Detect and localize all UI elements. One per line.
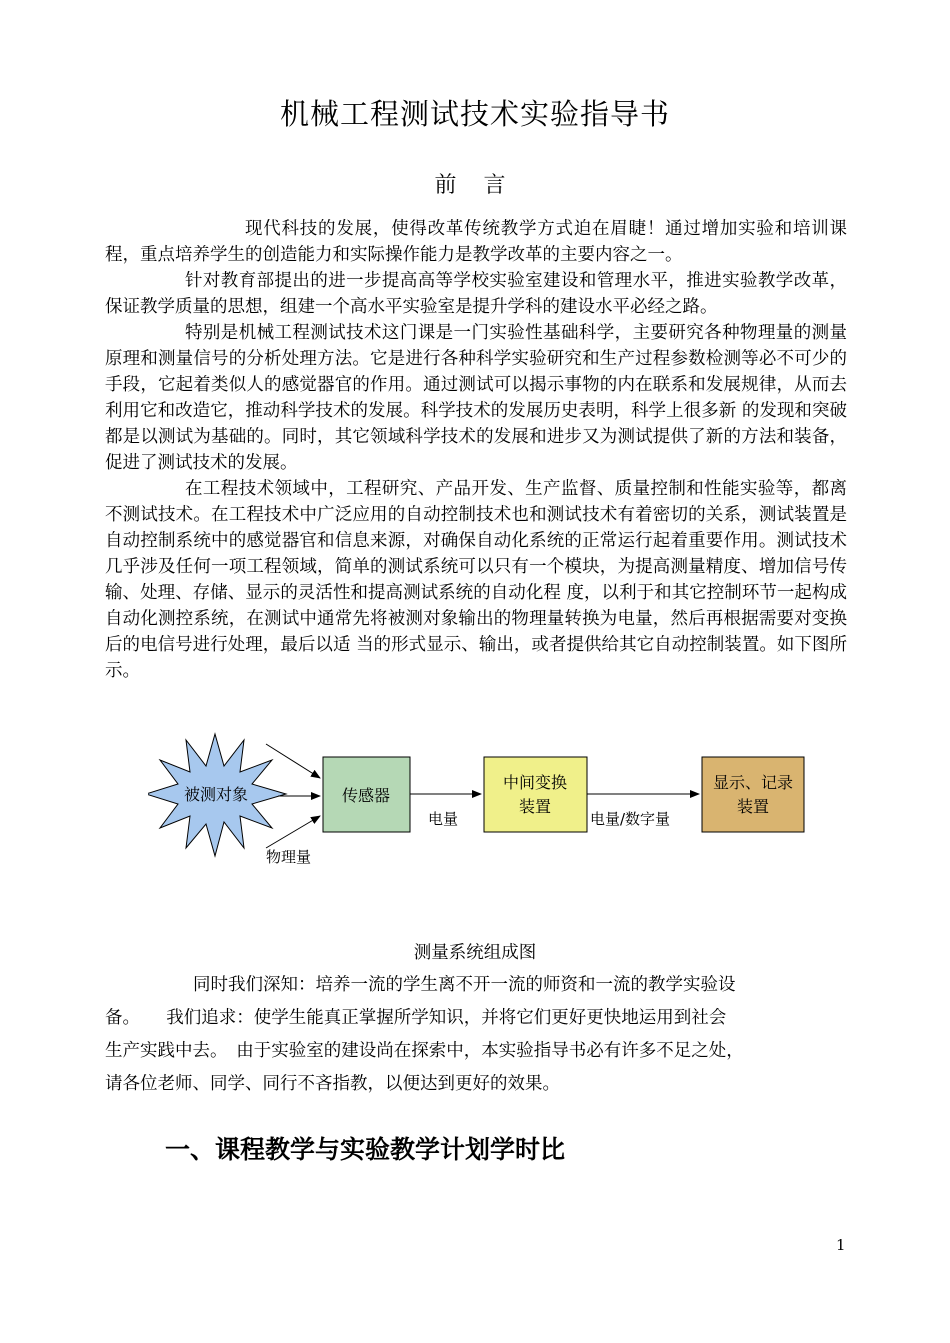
- paragraph-2: 针对教育部提出的进一步提高高等学校实验室建设和管理水平，推进实验教学改革，保证教学质量的思想，组建一个高水平实验室是提升学科的建设水平必经之路。: [105, 271, 847, 317]
- closing-paragraph: [105, 969, 840, 1101]
- display-label-line1: 显示、记录: [712, 773, 794, 792]
- electric-quantity-label: 电量: [428, 810, 459, 828]
- display-record-box: [702, 757, 804, 832]
- converter-label-line2: 装置: [518, 797, 552, 816]
- section-heading: 一、课程教学与实验教学计划学时比: [165, 1135, 566, 1164]
- measured-object-label: 被测对象: [183, 785, 249, 804]
- measurement-system-diagram: [148, 726, 818, 906]
- document-title: 机械工程测试技术实验指导书: [279, 97, 670, 131]
- input-arrow-top: [266, 744, 320, 778]
- preface-heading: 前 言: [434, 173, 516, 198]
- physical-quantity-label: 物理量: [266, 848, 312, 866]
- converter-box: [484, 757, 587, 832]
- paragraph-3: 特别是机械工程测试技术这门课是一门实验性基础科学，主要研究各种物理量的测量原理和测量信号的分析处理方法。它是进行各种科学实验研究和生产过程参数检测等必不可少的手段，它起着类似人的感觉器官的作用。通过测试可以揭示事物的内在联系和发展规律，从而去利用它和改造它，推动科学技术的发展。科学技术的发展历史表明，科学上很多新 的发现和突破都是以测试为基础的。同时，其它领域科学技术的发展和进步又为测试提供了新的方法和装备，促进了测试技术的发展。: [105, 323, 847, 473]
- figure-caption: 测量系统组成图: [413, 943, 537, 963]
- display-label-line2: 装置: [736, 797, 770, 816]
- digital-quantity-label: 电量/数字量: [590, 810, 671, 828]
- closing-line-1: 同时我们深知：培养一流的学生离不开一流的师资和一流的教学实验设: [193, 975, 736, 995]
- closing-line-2: 备。 我们追求：使学生能真正掌握所学知识，并将它们更好更快地运用到社会: [105, 1008, 727, 1028]
- paragraph-4: 在工程技术领域中，工程研究、产品开发、生产监督、质量控制和性能实验等，都离不测试技术。在工程技术中广泛应用的自动控制技术也和测试技术有着密切的关系，测试装置是自动控制系统中的感觉器官和信息来源，对确保自动化系统的正常运行起着重要作用。测试技术几乎涉及任何一项工程领域，简单的测试系统可以只有一个模块，为提高测量精度、增加信号传输、处理、存储、显示的灵活性和提高测试系统的自动化程 度，以利于和其它控制环节一起构成自动化测控系统，在测试中通常先将被测对象输出的物理量转换为电量，然后再根据需要对变换后的电信号进行处理，最后以适 当的形式显示、输出，或者提供给其它自动控制装置。如下图所示。: [105, 479, 847, 681]
- converter-label-line1: 中间变换: [502, 773, 568, 792]
- input-arrow-bottom: [266, 816, 320, 848]
- sensor-label: 传感器: [341, 786, 391, 805]
- closing-line-4: 请各位老师、同学、同行不吝指教，以便达到更好的效果。: [105, 1074, 560, 1094]
- closing-line-3: 生产实践中去。 由于实验室的建设尚在探索中，本实验指导书必有许多不足之处，: [105, 1041, 744, 1061]
- page-number: 1: [836, 1236, 846, 1254]
- paragraph-1: 现代科技的发展，使得改革传统教学方式迫在眉睫！通过增加实验和培训课程，重点培养学生的创造能力和实际操作能力是教学改革的主要内容之一。: [105, 219, 847, 265]
- preface-body: [105, 216, 847, 684]
